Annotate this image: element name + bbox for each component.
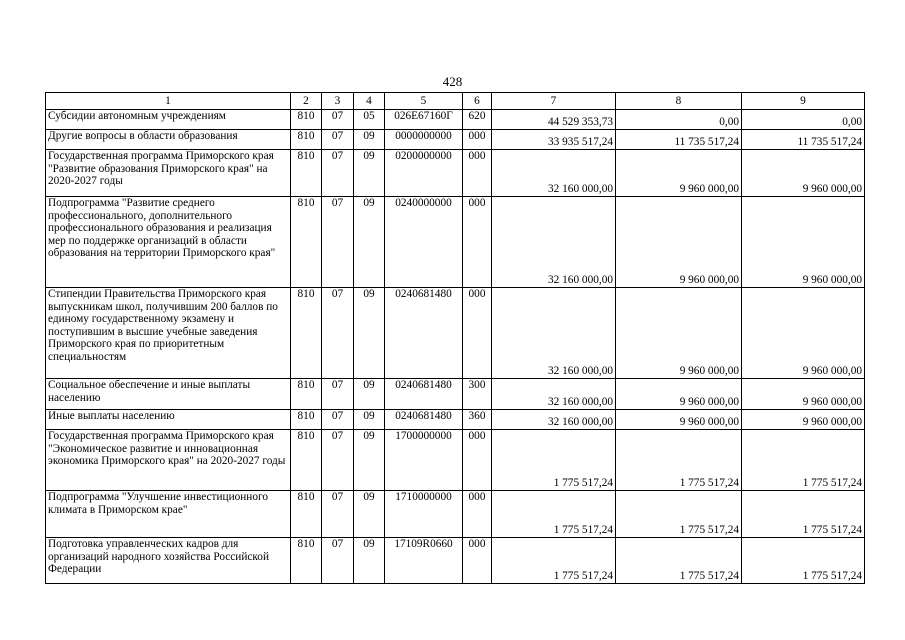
row-amount-9: 9 960 000,00 — [742, 288, 865, 379]
row-name: Стипендии Правительства Приморского края выпускникам школ, получившим 200 баллов по единому государственному экзамену и поступившим в высшие учебные заведения Приморского края по приоритетным специальностям — [46, 288, 291, 379]
budget-table — [45, 92, 865, 584]
row-code-5: 0240681480 — [385, 410, 463, 430]
row-amount-7: 32 160 000,00 — [492, 288, 616, 379]
table-row — [46, 110, 865, 130]
row-code-3: 07 — [322, 379, 354, 410]
row-amount-8: 9 960 000,00 — [616, 288, 742, 379]
column-header-4: 4 — [354, 93, 385, 110]
row-amount-7: 44 529 353,73 — [492, 110, 616, 130]
row-code-5: 026E67160Г — [385, 110, 463, 130]
row-amount-8: 1 775 517,24 — [616, 430, 742, 491]
row-code-4: 09 — [354, 538, 385, 584]
row-code-5: 1710000000 — [385, 491, 463, 538]
row-amount-7: 32 160 000,00 — [492, 410, 616, 430]
row-amount-7: 1 775 517,24 — [492, 538, 616, 584]
row-amount-8: 0,00 — [616, 110, 742, 130]
row-code-3: 07 — [322, 197, 354, 288]
row-code-4: 09 — [354, 150, 385, 197]
column-header-8: 8 — [616, 93, 742, 110]
row-code-3: 07 — [322, 491, 354, 538]
row-amount-9: 9 960 000,00 — [742, 379, 865, 410]
row-amount-7: 33 935 517,24 — [492, 130, 616, 150]
row-code-5: 1700000000 — [385, 430, 463, 491]
column-header-3: 3 — [322, 93, 354, 110]
row-amount-9: 1 775 517,24 — [742, 430, 865, 491]
table-row — [46, 288, 865, 379]
column-header-9: 9 — [742, 93, 865, 110]
row-amount-8: 9 960 000,00 — [616, 379, 742, 410]
table-row — [46, 410, 865, 430]
row-code-5: 0200000000 — [385, 150, 463, 197]
table-row — [46, 430, 865, 491]
row-code-2: 810 — [291, 288, 322, 379]
table-row — [46, 130, 865, 150]
row-code-6: 000 — [463, 197, 492, 288]
row-code-6: 300 — [463, 379, 492, 410]
table-row — [46, 538, 865, 584]
table-row — [46, 379, 865, 410]
header-row — [46, 93, 865, 110]
row-code-3: 07 — [322, 130, 354, 150]
row-code-6: 620 — [463, 110, 492, 130]
row-amount-9: 9 960 000,00 — [742, 197, 865, 288]
row-name: Подпрограмма "Улучшение инвестиционного климата в Приморском крае" — [46, 491, 291, 538]
row-code-5: 0240000000 — [385, 197, 463, 288]
column-header-2: 2 — [291, 93, 322, 110]
page-number: 428 — [442, 74, 463, 89]
row-amount-9: 9 960 000,00 — [742, 410, 865, 430]
column-header-7: 7 — [492, 93, 616, 110]
row-amount-9: 9 960 000,00 — [742, 150, 865, 197]
row-name: Подготовка управленческих кадров для организаций народного хозяйства Российской Федерации — [46, 538, 291, 584]
row-code-6: 000 — [463, 150, 492, 197]
table-row — [46, 150, 865, 197]
row-code-4: 09 — [354, 430, 385, 491]
column-header-5: 5 — [385, 93, 463, 110]
row-code-3: 07 — [322, 288, 354, 379]
row-code-2: 810 — [291, 491, 322, 538]
row-code-4: 05 — [354, 110, 385, 130]
row-code-2: 810 — [291, 150, 322, 197]
row-code-4: 09 — [354, 379, 385, 410]
row-amount-8: 11 735 517,24 — [616, 130, 742, 150]
row-amount-7: 1 775 517,24 — [492, 491, 616, 538]
row-name: Государственная программа Приморского края "Развитие образования Приморского края" на 2020-2027 годы — [46, 150, 291, 197]
row-code-3: 07 — [322, 150, 354, 197]
row-code-6: 000 — [463, 538, 492, 584]
row-name: Государственная программа Приморского края "Экономическое развитие и инновационная экономика Приморского края" на 2020-2027 годы — [46, 430, 291, 491]
row-code-2: 810 — [291, 379, 322, 410]
row-code-4: 09 — [354, 410, 385, 430]
row-name: Социальное обеспечение и иные выплаты населению — [46, 379, 291, 410]
row-amount-7: 32 160 000,00 — [492, 197, 616, 288]
row-code-6: 000 — [463, 491, 492, 538]
row-code-5: 0240681480 — [385, 379, 463, 410]
row-name: Субсидии автономным учреждениям — [46, 110, 291, 130]
row-amount-8: 9 960 000,00 — [616, 150, 742, 197]
row-code-2: 810 — [291, 197, 322, 288]
row-code-4: 09 — [354, 130, 385, 150]
row-amount-9: 11 735 517,24 — [742, 130, 865, 150]
row-amount-7: 32 160 000,00 — [492, 379, 616, 410]
row-code-3: 07 — [322, 110, 354, 130]
row-code-6: 000 — [463, 288, 492, 379]
row-code-3: 07 — [322, 538, 354, 584]
row-amount-8: 9 960 000,00 — [616, 197, 742, 288]
row-code-4: 09 — [354, 491, 385, 538]
row-amount-9: 1 775 517,24 — [742, 538, 865, 584]
row-code-2: 810 — [291, 430, 322, 491]
row-code-2: 810 — [291, 538, 322, 584]
table-row — [46, 197, 865, 288]
row-amount-7: 1 775 517,24 — [492, 430, 616, 491]
row-amount-8: 9 960 000,00 — [616, 410, 742, 430]
row-code-6: 360 — [463, 410, 492, 430]
row-code-2: 810 — [291, 410, 322, 430]
row-code-6: 000 — [463, 430, 492, 491]
row-code-5: 0000000000 — [385, 130, 463, 150]
row-amount-8: 1 775 517,24 — [616, 491, 742, 538]
row-name: Иные выплаты населению — [46, 410, 291, 430]
table-row — [46, 491, 865, 538]
column-header-6: 6 — [463, 93, 492, 110]
row-code-5: 0240681480 — [385, 288, 463, 379]
row-amount-9: 0,00 — [742, 110, 865, 130]
row-code-2: 810 — [291, 110, 322, 130]
row-code-3: 07 — [322, 410, 354, 430]
row-name: Другие вопросы в области образования — [46, 130, 291, 150]
row-amount-7: 32 160 000,00 — [492, 150, 616, 197]
column-header-1: 1 — [46, 93, 291, 110]
row-name: Подпрограмма "Развитие среднего профессионального, дополнительного профессионального образования и реализация мер по поддержке организаций в области образования на территории Приморского края" — [46, 197, 291, 288]
row-code-3: 07 — [322, 430, 354, 491]
row-amount-8: 1 775 517,24 — [616, 538, 742, 584]
row-code-5: 17109R0660 — [385, 538, 463, 584]
row-code-2: 810 — [291, 130, 322, 150]
row-code-4: 09 — [354, 197, 385, 288]
row-code-4: 09 — [354, 288, 385, 379]
row-code-6: 000 — [463, 130, 492, 150]
row-amount-9: 1 775 517,24 — [742, 491, 865, 538]
